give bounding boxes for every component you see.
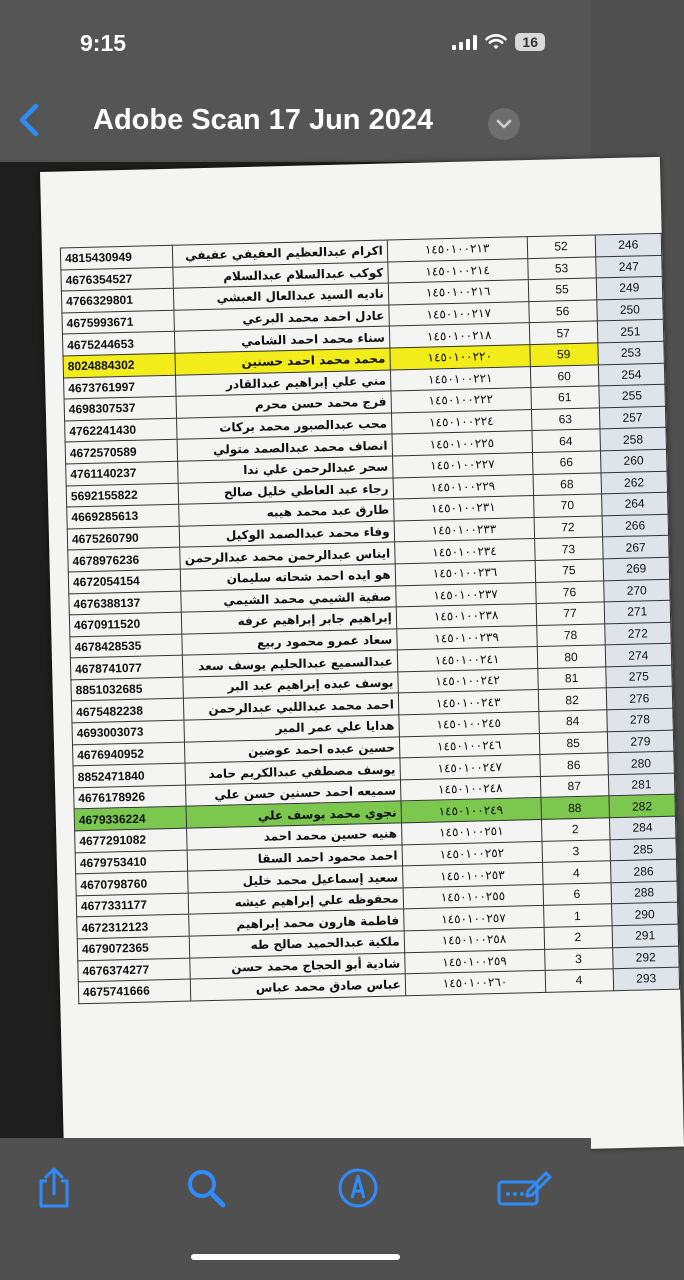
national-id-cell: 4679753410	[75, 850, 188, 874]
serial-number-cell: 290	[611, 903, 678, 926]
sequence-cell: 78	[536, 624, 605, 647]
code-cell: ١٤٥٠١٠٠٢٣٤	[394, 539, 534, 564]
name-cell: صفية الشيمي محمد الشيمي	[181, 585, 396, 612]
name-cell: محفوظه علي إبراهيم عيشه	[188, 888, 403, 915]
name-cell: حسين عبده احمد عوضين	[185, 737, 400, 764]
name-cell: سحر عبدالرحمن علي ندا	[178, 456, 393, 483]
national-id-cell: 4676354527	[61, 267, 174, 291]
name-cell: محمد محمد احمد حسنين	[175, 348, 390, 375]
sequence-cell: 3	[544, 947, 613, 970]
sequence-cell: 6	[543, 883, 612, 906]
sequence-cell: 2	[541, 818, 610, 841]
code-cell: ١٤٥٠١٠٠٢٥٨	[404, 927, 544, 952]
home-indicator[interactable]	[191, 1254, 400, 1260]
code-cell: ١٤٥٠١٠٠٢٥٩	[404, 949, 544, 974]
code-cell: ١٤٥٠١٠٠٢٥٢	[402, 841, 542, 866]
name-cell: احمد محمد عبداللبي عبدالرحمن	[184, 693, 399, 720]
national-id-cell: 4672054154	[68, 569, 181, 593]
national-id-cell: 4670798760	[76, 871, 189, 895]
serial-number-cell: 291	[612, 924, 679, 947]
code-cell: ١٤٥٠١٠٠٢٢٩	[393, 474, 533, 499]
serial-number-cell: 270	[603, 579, 670, 602]
name-cell: سناء محمد احمد الشامي	[175, 326, 390, 353]
sequence-cell: 59	[529, 343, 598, 366]
serial-number-cell: 258	[600, 428, 667, 451]
name-cell: احمد محمود احمد السقا	[187, 844, 402, 871]
name-cell: انصاف محمد عبدالصمد متولي	[177, 434, 392, 461]
national-id-cell: 4675741666	[78, 979, 191, 1003]
serial-number-cell: 275	[605, 665, 672, 688]
serial-number-cell: 250	[596, 298, 663, 321]
document-title[interactable]: Adobe Scan 17 Jun 2024	[93, 104, 434, 136]
serial-number-cell: 278	[606, 708, 673, 731]
share-icon[interactable]	[30, 1164, 78, 1212]
name-cell: يوسف مصطفي عبدالكريم حامد	[185, 758, 400, 785]
cellular-signal-icon	[452, 34, 477, 50]
sequence-cell: 4	[545, 969, 614, 992]
code-cell: ١٤٥٠١٠٠٢١٨	[389, 323, 529, 348]
code-cell: ١٤٥٠١٠٠٢٣٧	[395, 582, 535, 607]
serial-number-cell: 264	[601, 492, 668, 515]
sequence-cell: 70	[533, 494, 602, 517]
name-cell: نجوي محمد يوسف علي	[186, 801, 401, 828]
serial-number-cell: 272	[604, 622, 671, 645]
sequence-cell: 61	[530, 386, 599, 409]
code-cell: ١٤٥٠١٠٠٢٢٧	[392, 453, 532, 478]
sequence-cell: 80	[537, 645, 606, 668]
serial-number-cell: 288	[611, 881, 678, 904]
name-cell: محب عبدالصبور محمد بركات	[177, 413, 392, 440]
sequence-cell: 52	[527, 235, 596, 258]
sequence-cell: 73	[534, 537, 603, 560]
battery-icon: 16	[515, 33, 545, 51]
names-table	[60, 233, 680, 1004]
national-id-cell: 4676374277	[78, 958, 191, 982]
code-cell: ١٤٥٠١٠٠٢١٣	[387, 237, 527, 262]
sequence-cell: 66	[532, 451, 601, 474]
sequence-cell: 85	[539, 731, 608, 754]
serial-number-cell: 271	[604, 600, 671, 623]
serial-number-cell: 279	[607, 730, 674, 753]
code-cell: ١٤٥٠١٠٠٢٥١	[401, 819, 541, 844]
scanned-paper	[40, 157, 684, 1162]
name-cell: سميعه احمد حسنين حسن علي	[186, 780, 401, 807]
title-menu-button[interactable]	[488, 108, 520, 140]
sequence-cell: 68	[533, 472, 602, 495]
code-cell: ١٤٥٠١٠٠٢٢٥	[392, 431, 532, 456]
status-icons	[452, 33, 545, 51]
national-id-cell: 4678428535	[70, 634, 183, 658]
code-cell: ١٤٥٠١٠٠٢١٧	[389, 301, 529, 326]
name-cell: عباس صادق محمد عباس	[191, 974, 406, 1001]
national-id-cell: 4761140237	[66, 461, 179, 485]
table-body	[60, 233, 679, 1003]
serial-number-cell: 249	[596, 277, 663, 300]
serial-number-cell: 262	[601, 471, 668, 494]
code-cell: ١٤٥٠١٠٠٢٣٩	[396, 625, 536, 650]
name-cell: سعيد إسماعيل محمد خليل	[188, 866, 403, 893]
name-cell: إبراهيم جابر إبراهيم عرفه	[182, 607, 397, 634]
name-cell: سعاد عمرو محمود ربيع	[182, 629, 397, 656]
national-id-cell: 4675244653	[62, 332, 175, 356]
national-id-cell: 8851032685	[71, 677, 184, 701]
national-id-cell: 8852471840	[73, 763, 186, 787]
name-cell: عبدالسميع عبدالحليم يوسف سعد	[183, 650, 398, 677]
serial-number-cell: 266	[602, 514, 669, 537]
serial-number-cell: 284	[609, 816, 676, 839]
wifi-icon	[485, 34, 507, 51]
sequence-cell: 84	[538, 710, 607, 733]
national-id-cell: 4669285613	[67, 504, 180, 528]
code-cell: ١٤٥٠١٠٠٢٤١	[397, 647, 537, 672]
sequence-cell: 56	[528, 300, 597, 323]
code-cell: ١٤٥٠١٠٠٢٣٦	[395, 560, 535, 585]
serial-number-cell: 269	[603, 557, 670, 580]
code-cell: ١٤٥٠١٠٠٢٣٣	[394, 517, 534, 542]
status-bar	[0, 0, 591, 90]
serial-number-cell: 274	[605, 644, 672, 667]
name-cell: يوسف عبده إبراهيم عبد البر	[183, 672, 398, 699]
code-cell: ١٤٥٠١٠٠٢٤٥	[399, 712, 539, 737]
national-id-cell: 4675993671	[62, 310, 175, 334]
sequence-cell: 57	[529, 321, 598, 344]
national-id-cell: 4678741077	[70, 655, 183, 679]
bottom-toolbar	[0, 1138, 591, 1280]
code-cell: ١٤٥٠١٠٠٢١٤	[388, 258, 528, 283]
sequence-cell: 75	[535, 559, 604, 582]
national-id-cell: 4678976236	[68, 548, 181, 572]
serial-number-cell: 255	[599, 384, 666, 407]
national-id-cell: 4673761997	[64, 375, 177, 399]
sequence-cell: 82	[538, 688, 607, 711]
national-id-cell: 4672570589	[65, 440, 178, 464]
code-cell: ١٤٥٠١٠٠٢٦٠	[405, 971, 545, 996]
national-id-cell: 4676388137	[69, 591, 182, 615]
sequence-cell: 3	[541, 839, 610, 862]
national-id-cell: 4679336224	[74, 807, 187, 831]
serial-number-cell: 280	[608, 751, 675, 774]
code-cell: ١٤٥٠١٠٠٢٤٢	[398, 668, 538, 693]
serial-number-cell: 257	[599, 406, 666, 429]
sequence-cell: 77	[536, 602, 605, 625]
name-cell: طارق عبد محمد هيبه	[179, 499, 394, 526]
name-cell: ايناس عبدالرحمن محمد عبدالرحمن	[180, 542, 395, 569]
national-id-cell: 4675482238	[71, 699, 184, 723]
national-id-cell: 4677331177	[76, 893, 189, 917]
code-cell: ١٤٥٠١٠٠٢٥٧	[403, 906, 543, 931]
sequence-cell: 53	[527, 257, 596, 280]
sequence-cell: 64	[531, 429, 600, 452]
name-cell: عادل احمد محمد البرعي	[174, 305, 389, 332]
sequence-cell: 2	[544, 926, 613, 949]
serial-number-cell: 251	[597, 320, 664, 343]
national-id-cell: 4766329801	[61, 288, 174, 312]
code-cell: ١٤٥٠١٠٠٢٤٨	[400, 776, 540, 801]
national-id-cell: 4815430949	[60, 245, 173, 269]
sequence-cell: 55	[528, 278, 597, 301]
code-cell: ١٤٥٠١٠٠٢٤٩	[401, 798, 541, 823]
markup-icon[interactable]	[334, 1164, 382, 1212]
serial-number-cell: 285	[610, 838, 677, 861]
code-cell: ١٤٥٠١٠٠٢٤٧	[400, 755, 540, 780]
name-cell: هو ايده احمد شحاته سليمان	[181, 564, 396, 591]
serial-number-cell: 282	[609, 795, 676, 818]
national-id-cell: 4672312123	[77, 914, 190, 938]
serial-number-cell: 267	[602, 536, 669, 559]
name-cell: فاطمة هارون محمد إبراهيم	[189, 909, 404, 936]
name-cell: فرج محمد حسن محرم	[176, 391, 391, 418]
name-cell: هنيه حسين محمد احمد	[187, 823, 402, 850]
national-id-cell: 8024884302	[63, 353, 176, 377]
sequence-cell: 60	[530, 364, 599, 387]
national-id-cell: 5692155822	[66, 483, 179, 507]
code-cell: ١٤٥٠١٠٠٢٢٠	[390, 345, 530, 370]
code-cell: ١٤٥٠١٠٠٢٤٦	[399, 733, 539, 758]
sequence-cell: 72	[534, 516, 603, 539]
name-cell: ناديه السيد عبدالعال العبشي	[174, 283, 389, 310]
national-id-cell: 4698307537	[64, 396, 177, 420]
sequence-cell: 81	[537, 667, 606, 690]
chevron-down-icon	[488, 108, 520, 140]
national-id-cell: 4676178926	[74, 785, 187, 809]
serial-number-cell: 253	[597, 341, 664, 364]
code-cell: ١٤٥٠١٠٠٢٥٥	[403, 884, 543, 909]
status-time: 9:15	[80, 30, 127, 56]
code-cell: ١٤٥٠١٠٠٢٢٢	[391, 388, 531, 413]
serial-number-cell: 286	[610, 859, 677, 882]
serial-number-cell: 260	[600, 449, 667, 472]
national-id-cell: 4677291082	[75, 828, 188, 852]
code-cell: ١٤٥٠١٠٠٢٥٣	[402, 863, 542, 888]
national-id-cell: 4670911520	[69, 612, 182, 636]
national-id-cell: 4679072365	[77, 936, 190, 960]
name-cell: رجاء عبد العاطي خليل صالح	[178, 478, 393, 505]
sequence-cell: 76	[535, 580, 604, 603]
sequence-cell: 63	[531, 408, 600, 431]
sequence-cell: 4	[542, 861, 611, 884]
serial-number-cell: 276	[606, 687, 673, 710]
name-cell: وفاء محمد عبدالصمد الوكيل	[180, 521, 395, 548]
name-cell: شادية أبو الحجاج محمد حسن	[190, 952, 405, 979]
name-cell: هدايا علي عمر المير	[184, 715, 399, 742]
serial-number-cell: 293	[613, 967, 680, 990]
national-id-cell: 4762241430	[65, 418, 178, 442]
scan-page-view[interactable]	[0, 162, 657, 1138]
code-cell: ١٤٥٠١٠٠٢٢٤	[391, 409, 531, 434]
name-cell: اكرام عبدالعظيم العفيفي عفيفي	[173, 240, 388, 267]
search-icon[interactable]	[182, 1164, 230, 1212]
serial-number-cell: 246	[595, 233, 662, 256]
serial-number-cell: 292	[612, 946, 679, 969]
national-id-cell: 4676940952	[72, 742, 185, 766]
sequence-cell: 1	[543, 904, 612, 927]
code-cell: ١٤٥٠١٠٠٢٢١	[390, 366, 530, 391]
serial-number-cell: 254	[598, 363, 665, 386]
serial-number-cell: 247	[595, 255, 662, 278]
code-cell: ١٤٥٠١٠٠٢٣١	[393, 496, 533, 521]
back-chevron-icon[interactable]	[14, 100, 46, 140]
serial-number-cell: 281	[608, 773, 675, 796]
name-cell: مني علي إبراهيم عبدالقادر	[176, 370, 391, 397]
sequence-cell: 87	[540, 775, 609, 798]
sequence-cell: 88	[540, 796, 609, 819]
code-cell: ١٤٥٠١٠٠٢٤٣	[398, 690, 538, 715]
national-id-cell: 4693003073	[72, 720, 185, 744]
code-cell: ١٤٥٠١٠٠٢١٦	[388, 280, 528, 305]
fill-sign-icon[interactable]	[496, 1164, 552, 1212]
code-cell: ١٤٥٠١٠٠٢٣٨	[396, 604, 536, 629]
national-id-cell: 4675260790	[67, 526, 180, 550]
name-cell: كوكب عبدالسلام عبدالسلام	[173, 262, 388, 289]
sequence-cell: 86	[539, 753, 608, 776]
name-cell: ملكية عبدالحميد صالح طه	[190, 931, 405, 958]
nav-bar	[0, 90, 591, 160]
